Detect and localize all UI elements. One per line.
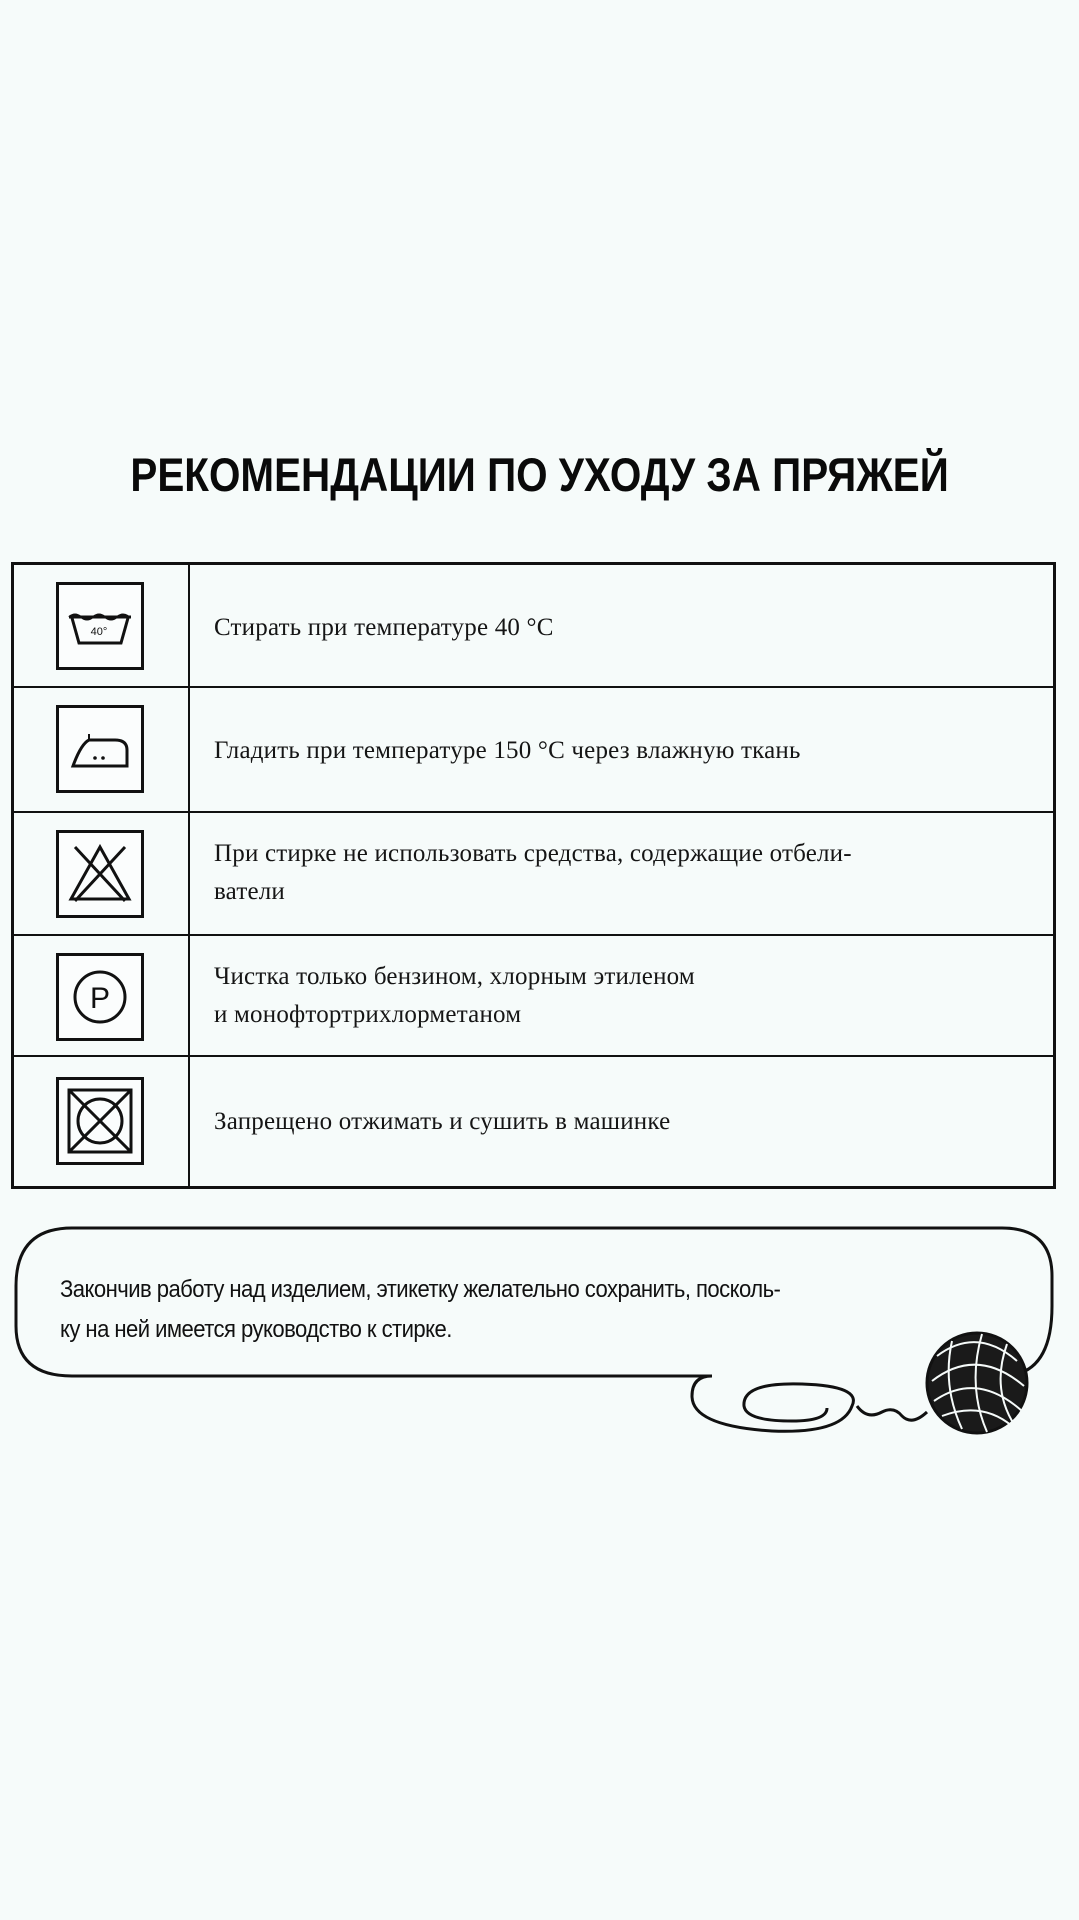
note-callout	[12, 1226, 1062, 1466]
care-instructions-table	[11, 562, 1056, 1189]
table-row	[14, 688, 1053, 813]
note-text: Закончив работу над изделием, этикетку желательно сохранить, посколь- ку на ней имеется руководство к стирке.	[60, 1276, 781, 1343]
no-tumble-dry-icon	[56, 1077, 144, 1165]
care-text: Запрещено отжимать и сушить в машинке	[214, 1108, 671, 1135]
svg-text:P: P	[89, 982, 111, 1015]
iron-150-icon	[56, 705, 144, 793]
table-row	[14, 565, 1053, 688]
no-bleach-icon	[56, 830, 144, 918]
wash-40-icon	[56, 582, 144, 670]
svg-text:40°: 40°	[90, 626, 108, 638]
page-title: РЕКОМЕНДАЦИИ ПО УХОДУ ЗА ПРЯЖЕЙ	[130, 448, 949, 501]
table-row	[14, 1057, 1053, 1186]
dry-clean-p-icon	[56, 953, 144, 1041]
table-row	[14, 813, 1053, 936]
care-text: Стирать при температуре 40 °С	[214, 614, 554, 641]
care-text: При стирке не использовать средства, содержащие отбели- ватели	[214, 840, 852, 905]
care-text: Гладить при температуре 150 °С через влажную ткань	[214, 737, 801, 764]
care-text: Чистка только бензином, хлорным этиленом и монофтортрихлорметаном	[214, 963, 695, 1028]
table-row	[14, 936, 1053, 1057]
